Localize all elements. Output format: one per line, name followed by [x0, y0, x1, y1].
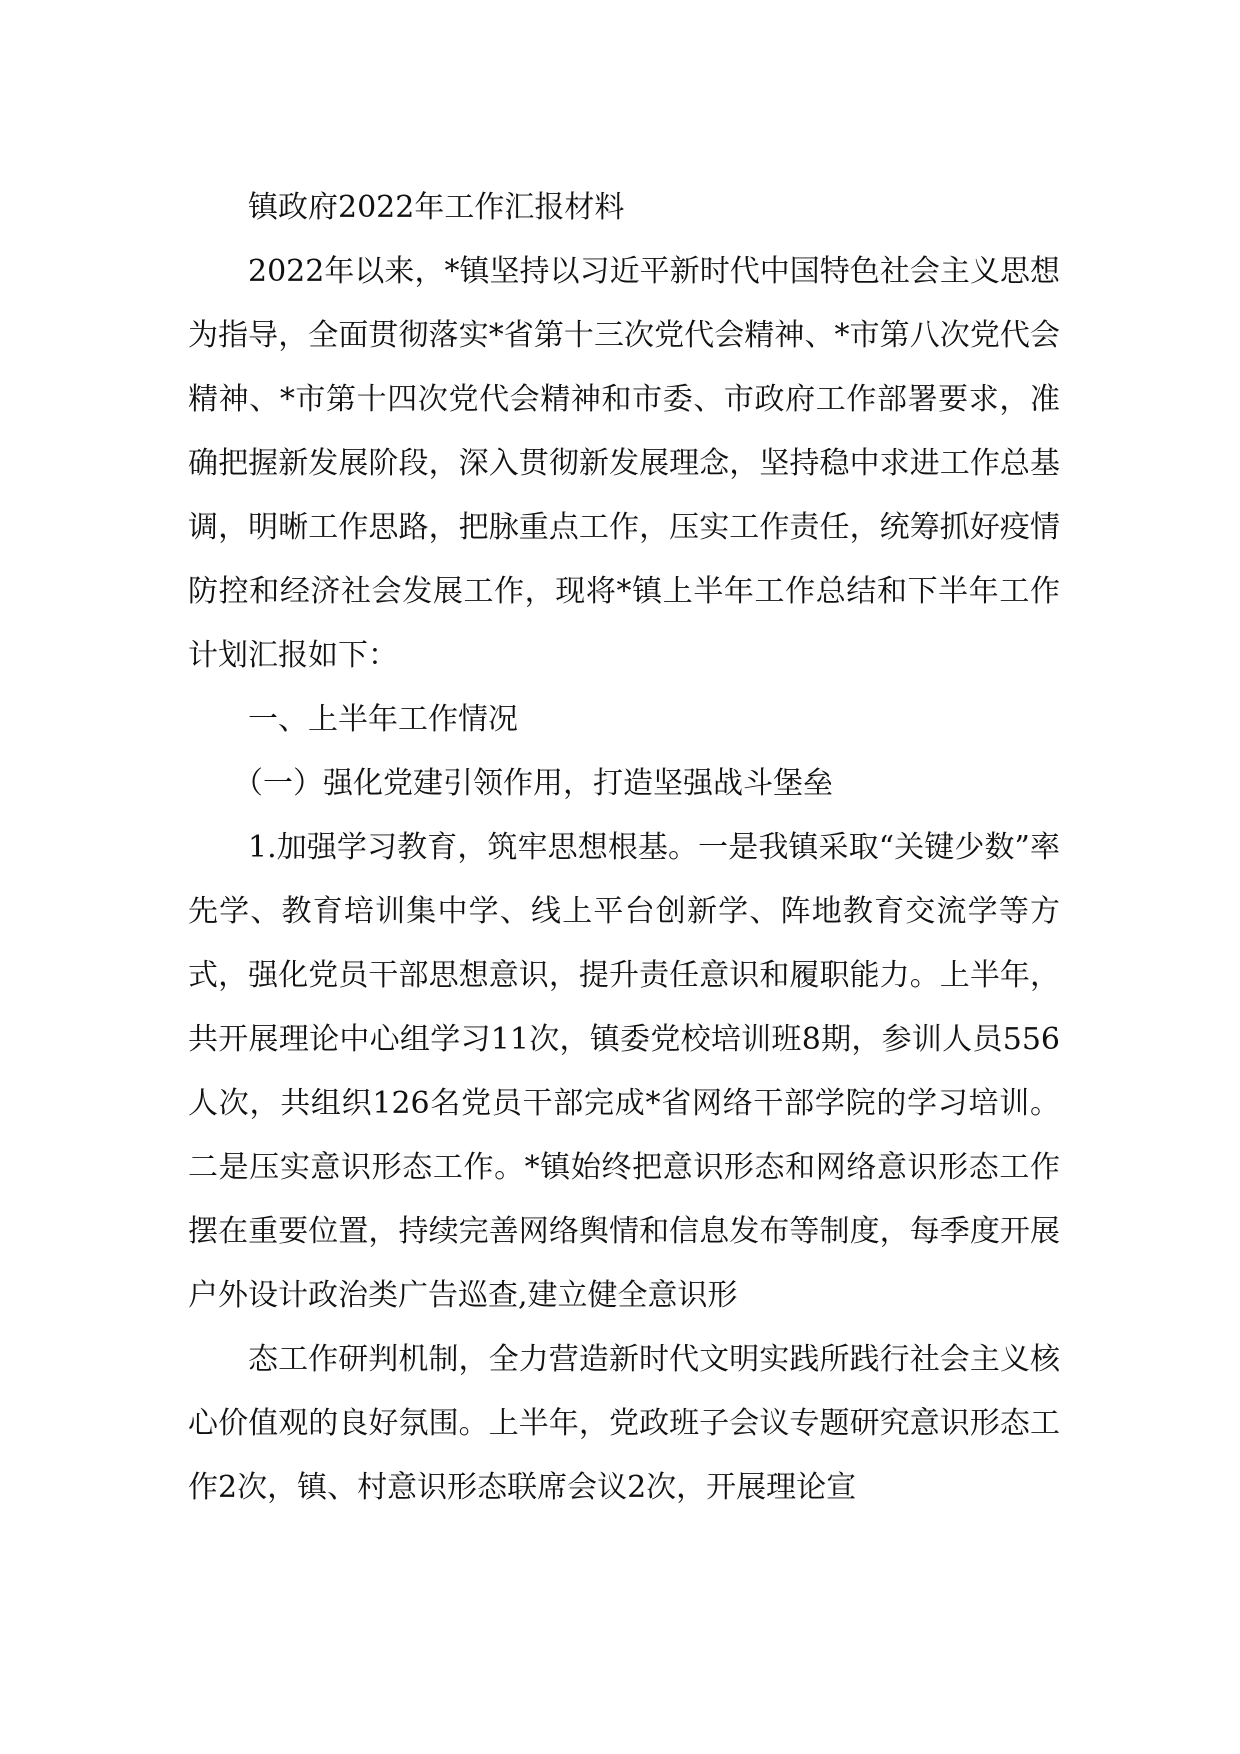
- body-paragraph-continued: 态工作研判机制，全力营造新时代文明实践所践行社会主义核心价值观的良好氛围。上半年，党政班子会议专题研究意识形态工作2次，镇、村意识形态联席会议2次，开展理论宣: [188, 1342, 1060, 1505]
- document-title: 镇政府2022年工作汇报材料: [248, 190, 625, 225]
- subsection-heading: （一）强化党建引领作用，打造坚强战斗堡垒: [233, 766, 833, 801]
- body-paragraph: 1.加强学习教育，筑牢思想根基。一是我镇采取“关键少数”率先学、教育培训集中学、线上平台创新学、阵地教育交流学等方式，强化党员干部思想意识，提升责任意识和履职能力。上半年，共开展理论中心组学习11次，镇委党校培训班8期，参训人员556人次，共组织126名党员干部完成*省网络干部学院的学习培训。二是压实意识形态工作。*镇始终把意识形态和网络意识形态工作摆在重要位置，持续完善网络舆情和信息发布等制度，每季度开展户外设计政治类广告巡查,建立健全意识形: [188, 830, 1060, 1313]
- document-body: [188, 176, 1060, 1520]
- section-heading: 一、上半年工作情况: [248, 702, 518, 737]
- intro-paragraph: 2022年以来，*镇坚持以习近平新时代中国特色社会主义思想为指导，全面贯彻落实*省第十三次党代会精神、*市第八次党代会精神、*市第十四次党代会精神和市委、市政府工作部署要求，准确把握新发展阶段，深入贯彻新发展理念，坚持稳中求进工作总基调，明晰工作思路，把脉重点工作，压实工作责任，统筹抓好疫情防控和经济社会发展工作，现将*镇上半年工作总结和下半年工作计划汇报如下：: [188, 254, 1060, 673]
